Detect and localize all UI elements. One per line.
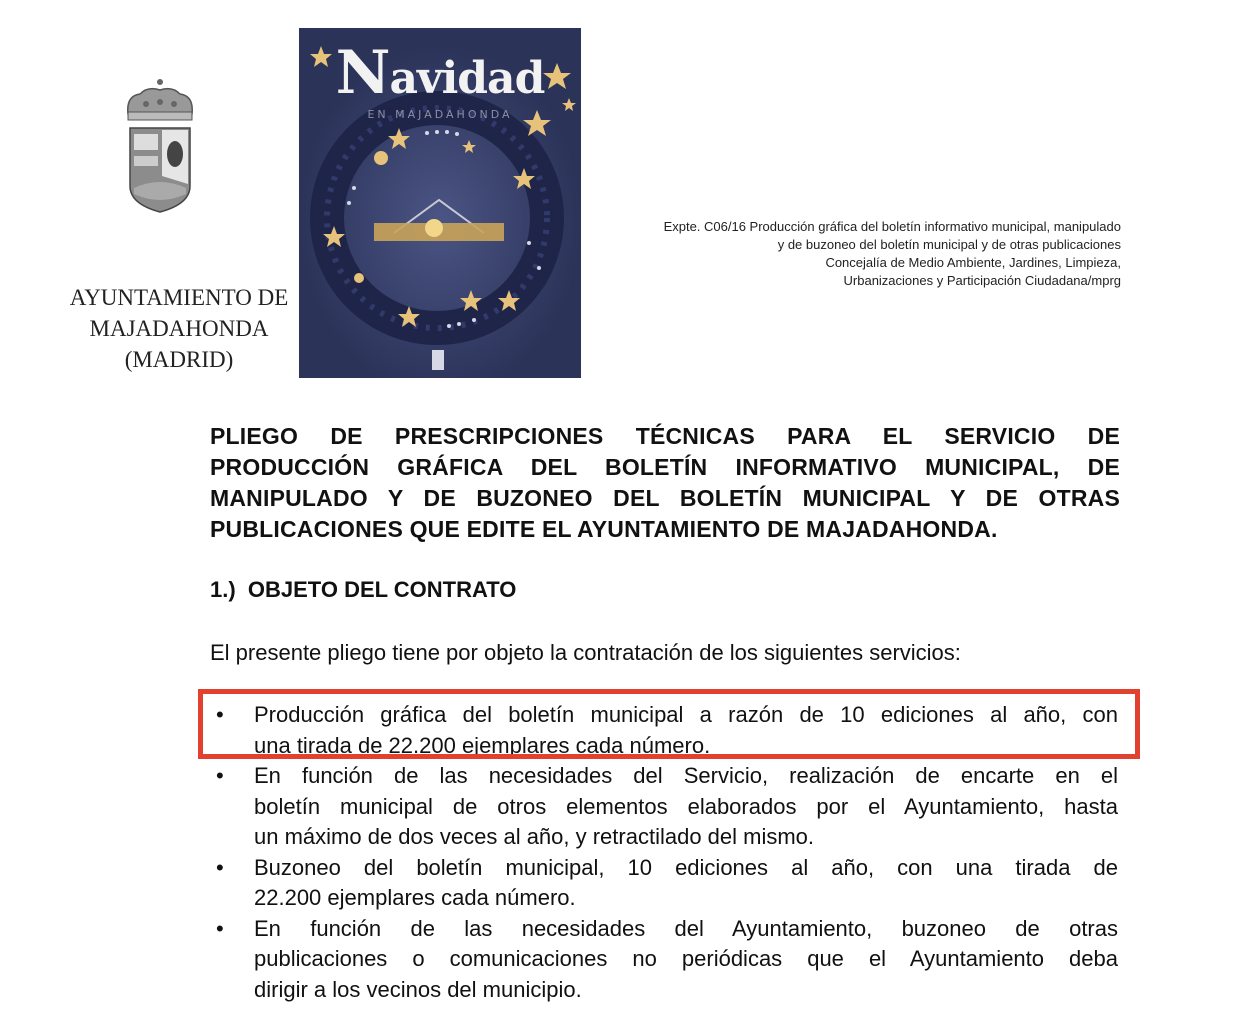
expediente-line: Expte. C06/16 Producción gráfica del boletín informativo municipal, manipulado <box>663 219 1121 234</box>
bullet-icon: • <box>216 915 224 941</box>
municipality-line: (MADRID) <box>124 347 234 372</box>
list-item-line: Producción gráfica del boletín municipal a razón de 10 ediciones al año, con <box>254 702 1118 727</box>
cover-title-rest: avidad <box>389 53 545 104</box>
expediente-line: y de buzoneo del boletín municipal y de otras publicaciones <box>777 237 1121 252</box>
bullet-icon: • <box>216 702 224 727</box>
title-line: PUBLICACIONES QUE EDITE EL AYUNTAMIENTO DE MAJADAHONDA. <box>210 516 998 542</box>
expediente-line: Urbanizaciones y Participación Ciudadana/mprg <box>843 273 1121 288</box>
list-item <box>210 853 1118 914</box>
list-item-line: Buzoneo del boletín municipal, 10 ediciones al año, con una tirada de <box>254 854 1118 880</box>
cover-title <box>299 38 581 108</box>
coat-of-arms-icon <box>118 76 202 216</box>
cover-emblem-icon <box>432 350 444 370</box>
list-item-line: En función de las necesidades del Ayuntamiento, buzoneo de otras <box>254 915 1118 941</box>
intro-paragraph: El presente pliego tiene por objeto la contratación de los siguientes servicios: <box>210 640 961 665</box>
list-item-line: dirigir a los vecinos del municipio. <box>254 976 582 1002</box>
cover-title-initial: N <box>335 38 390 108</box>
bullet-icon: • <box>216 854 224 880</box>
highlight-box <box>198 689 1140 759</box>
section-heading: 1.) OBJETO DEL CONTRATO <box>210 577 517 602</box>
list-item-line: boletín municipal de otros elementos elaborados por el Ayuntamiento, hasta <box>254 793 1118 819</box>
list-item-line: En función de las necesidades del Servicio, realización de encarte en el <box>254 763 1118 788</box>
list-item <box>210 761 1118 853</box>
municipality-line: AYUNTAMIENTO DE <box>69 285 289 310</box>
list-item-line: publicaciones o comunicaciones no periódicas que el Ayuntamiento deba <box>254 946 1118 971</box>
document-title <box>210 421 1120 545</box>
title-line: PRODUCCIÓN GRÁFICA DEL BOLETÍN INFORMATIVO MUNICIPAL, DE <box>210 454 1120 480</box>
bullet-icon: • <box>216 763 224 788</box>
list-item-line: una tirada de 22.200 ejemplares cada número. <box>254 732 711 758</box>
navidad-cover-image <box>299 28 581 378</box>
title-line: MANIPULADO Y DE BUZONEO DEL BOLETÍN MUNICIPAL Y DE OTRAS <box>210 485 1120 511</box>
list-item <box>210 914 1118 1006</box>
municipality-name <box>20 282 338 375</box>
list-item-line: 22.200 ejemplares cada número. <box>254 885 576 910</box>
expediente-reference <box>560 218 1121 290</box>
expediente-line: Concejalía de Medio Ambiente, Jardines, Limpieza, <box>825 255 1121 270</box>
cover-subtitle: EN MAJADAHONDA <box>367 108 513 121</box>
title-line: PLIEGO DE PRESCRIPCIONES TÉCNICAS PARA EL SERVICIO DE <box>210 423 1120 449</box>
municipality-line: MAJADAHONDA <box>89 316 269 341</box>
list-item-line: un máximo de dos veces al año, y retractilado del mismo. <box>254 824 815 849</box>
